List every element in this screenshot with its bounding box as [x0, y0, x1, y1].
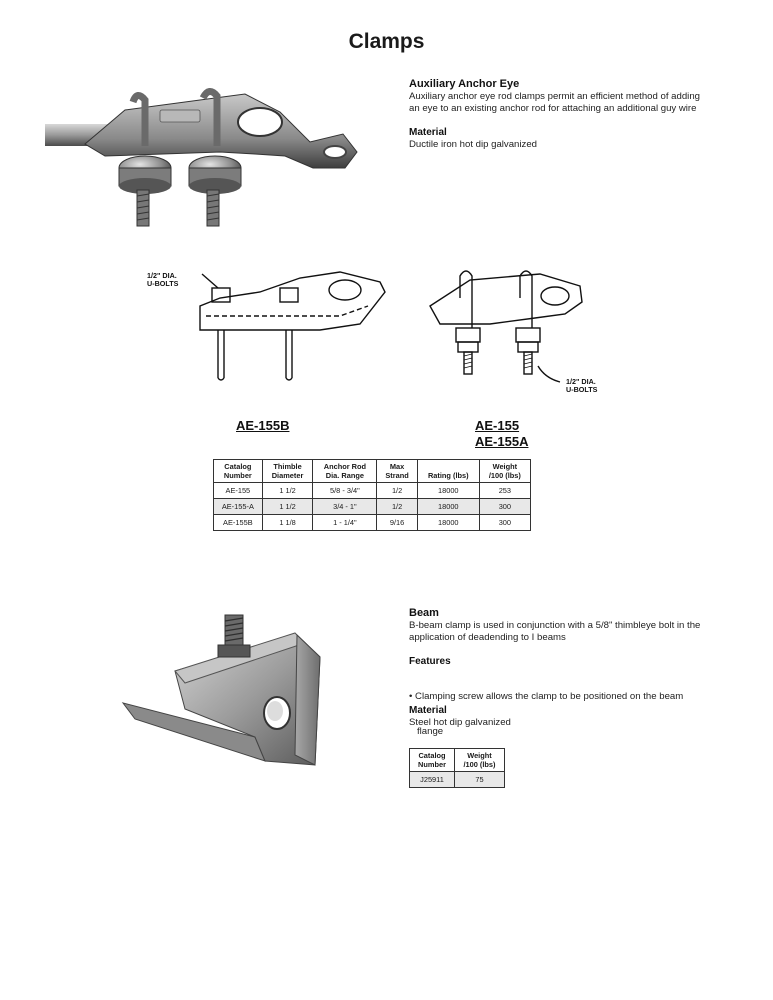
anchor-eye-heading: Auxiliary Anchor Eye — [409, 78, 520, 90]
beam-spec-table — [409, 748, 505, 788]
table-row — [214, 499, 531, 515]
header-line: /100 (lbs) — [463, 760, 496, 769]
table-cell: AE-155-A — [214, 499, 263, 515]
header-line: Dia. Range — [325, 471, 364, 480]
header-line: /100 (lbs) — [488, 471, 521, 480]
table-header — [262, 460, 313, 483]
table-cell: 253 — [479, 483, 530, 499]
table-cell: AE-155 — [214, 483, 263, 499]
right-ubolt-label-line: 1/2" DIA. — [566, 377, 596, 386]
table-header — [454, 749, 504, 772]
table-cell: 1 1/2 — [262, 499, 313, 515]
anchor-eye-clamp-photo — [45, 72, 375, 242]
table-row — [214, 483, 531, 499]
table-cell: 300 — [479, 499, 530, 515]
table-cell: 3/4 - 1" — [313, 499, 377, 515]
left-ubolt-label-line: U-BOLTS — [147, 279, 179, 288]
table-row — [410, 772, 505, 788]
model-label-ae155b: AE-155B — [236, 418, 290, 433]
header-line: Max — [389, 462, 405, 471]
table-cell: J25911 — [410, 772, 455, 788]
table-cell: 1/2 — [377, 499, 417, 515]
table-row — [214, 515, 531, 531]
beam-material-text: Steel hot dip galvanized — [409, 717, 511, 728]
left-ubolt-label-line: 1/2" DIA. — [147, 271, 177, 280]
header-line: Rating (lbs) — [427, 471, 469, 480]
header-line: Number — [223, 471, 252, 480]
table-header — [410, 749, 455, 772]
table-header — [214, 460, 263, 483]
header-line: Anchor Rod — [323, 462, 367, 471]
table-cell: 9/16 — [377, 515, 417, 531]
beam-description-line: B-beam clamp is used in conjunction with a 5/8" thimbleye bolt in the — [409, 620, 701, 631]
header-line: Number — [418, 760, 446, 769]
beam-feature-line: flange — [409, 725, 444, 737]
header-line: Catalog — [418, 751, 446, 760]
model-label-ae155: AE-155 — [475, 418, 520, 433]
table-cell: 1 - 1/4" — [313, 515, 377, 531]
table-cell: 75 — [454, 772, 504, 788]
table-cell: 1 1/2 — [262, 483, 313, 499]
right-ubolt-label-line: U-BOLTS — [566, 385, 598, 394]
header-line: Diameter — [271, 471, 304, 480]
header-line: Weight — [467, 751, 492, 760]
table-header — [377, 460, 417, 483]
anchor-eye-spec-table — [213, 459, 531, 531]
table-cell: 1 1/8 — [262, 515, 313, 531]
model-label-ae155a: AE-155A — [475, 434, 529, 449]
anchor-eye-description-line: an eye to an existing anchor rod for attaching an additional guy wire — [409, 102, 697, 114]
beam-features-heading: Features — [409, 656, 451, 667]
table-header — [417, 460, 479, 483]
beam-description — [409, 620, 754, 643]
anchor-eye-description-line: Auxiliary anchor eye rod clamps permit an efficient method of adding — [409, 91, 700, 102]
beam-heading: Beam — [409, 607, 439, 619]
table-cell: AE-155B — [214, 515, 263, 531]
right-ubolt-label — [566, 378, 597, 394]
table-cell: 5/8 - 3/4" — [313, 483, 377, 499]
beam-feature-line: • Clamping screw allows the clamp to be positioned on the beam — [409, 691, 684, 702]
header-line: Weight — [492, 462, 518, 471]
table-cell: 18000 — [417, 483, 479, 499]
header-line: Strand — [385, 471, 409, 480]
table-cell: 300 — [479, 515, 530, 531]
table-cell: 1/2 — [377, 483, 417, 499]
left-ubolt-label — [147, 272, 178, 288]
beam-clamp-photo — [115, 605, 340, 780]
table-header — [479, 460, 530, 483]
anchor-eye-material-text: Ductile iron hot dip galvanized — [409, 139, 537, 150]
beam-features-list — [409, 668, 754, 749]
anchor-eye-line-drawings — [140, 258, 600, 408]
header-line: Thimble — [273, 462, 302, 471]
table-header-row — [410, 749, 505, 772]
beam-description-line: application of deadending to I beams — [409, 631, 566, 643]
page-title: Clamps — [348, 30, 425, 53]
anchor-eye-description — [409, 91, 749, 114]
table-cell: 18000 — [417, 499, 479, 515]
table-header-row — [214, 460, 531, 483]
table-cell: 18000 — [417, 515, 479, 531]
beam-material-heading: Material — [409, 705, 447, 716]
header-line: Catalog — [224, 462, 252, 471]
anchor-eye-material-heading: Material — [409, 127, 447, 138]
table-header — [313, 460, 377, 483]
